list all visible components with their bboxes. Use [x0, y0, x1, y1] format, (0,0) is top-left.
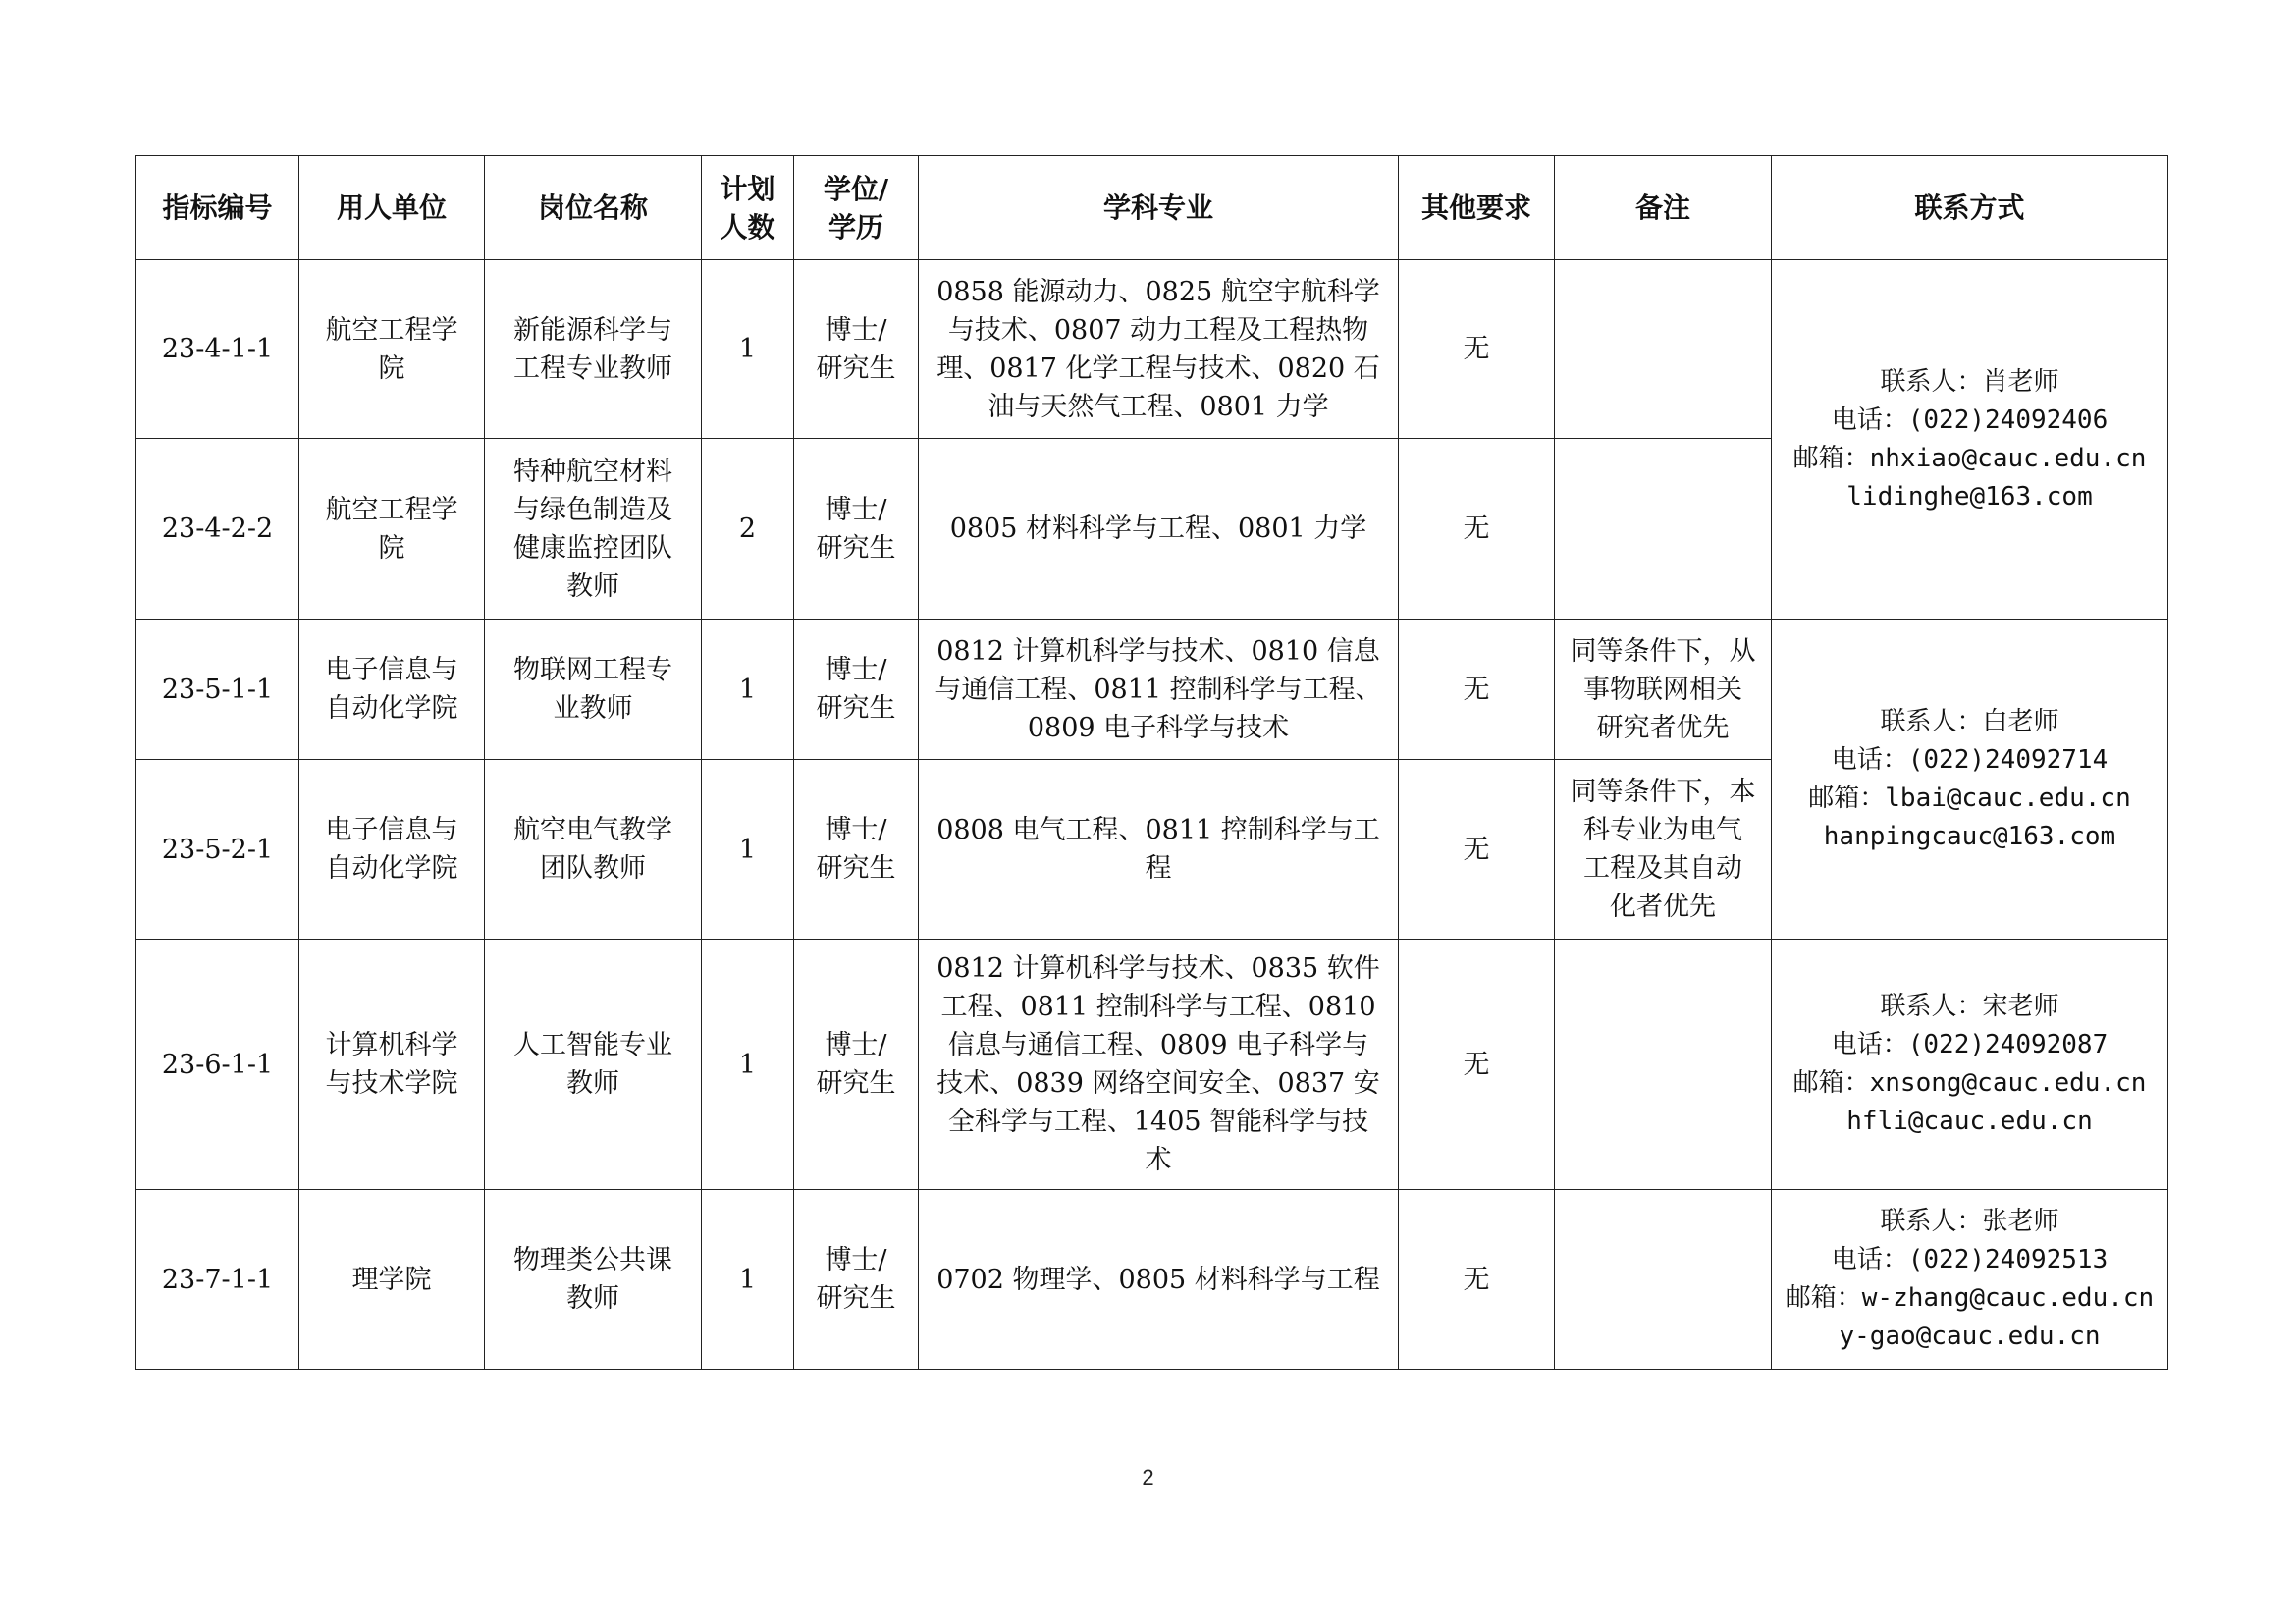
cell-degree: 博士/ 研究生	[794, 940, 919, 1190]
header-count: 计划 人数	[702, 156, 794, 260]
table-row	[136, 260, 2168, 439]
cell-count: 1	[702, 1190, 794, 1370]
cell-id: 23-7-1-1	[136, 1190, 299, 1370]
cell-degree: 博士/ 研究生	[794, 1190, 919, 1370]
header-row	[136, 156, 2168, 260]
cell-post: 物联网工程专 业教师	[485, 620, 702, 760]
cell-degree: 博士/ 研究生	[794, 439, 919, 620]
cell-id: 23-5-1-1	[136, 620, 299, 760]
cell-major: 0812 计算机科学与技术、0810 信息 与通信工程、0811 控制科学与工程、 0809 电子科学与技术	[919, 620, 1399, 760]
cell-id: 23-6-1-1	[136, 940, 299, 1190]
cell-remark: 同等条件下，从 事物联网相关 研究者优先	[1555, 620, 1772, 760]
cell-id: 23-5-2-1	[136, 760, 299, 940]
cell-major: 0858 能源动力、0825 航空宇航科学 与技术、0807 动力工程及工程热物 理、0817 化学工程与技术、0820 石 油与天然气工程、0801 力学	[919, 260, 1399, 439]
cell-count: 1	[702, 620, 794, 760]
header-unit: 用人单位	[299, 156, 485, 260]
cell-other: 无	[1399, 940, 1555, 1190]
table-row	[136, 620, 2168, 760]
cell-count: 1	[702, 760, 794, 940]
header-id: 指标编号	[136, 156, 299, 260]
cell-count: 1	[702, 940, 794, 1190]
cell-remark	[1555, 439, 1772, 620]
cell-id: 23-4-1-1	[136, 260, 299, 439]
cell-major: 0812 计算机科学与技术、0835 软件 工程、0811 控制科学与工程、0810 信息与通信工程、0809 电子科学与 技术、0839 网络空间安全、0837 安 全科学与工程、1405 智能科学与技 术	[919, 940, 1399, 1190]
cell-count: 1	[702, 260, 794, 439]
cell-contact: 联系人：白老师 电话：(022)24092714 邮箱：lbai@cauc.edu.cn hanpingcauc@163.com	[1772, 620, 2168, 940]
cell-post: 航空电气教学 团队教师	[485, 760, 702, 940]
cell-unit: 航空工程学 院	[299, 260, 485, 439]
recruitment-table	[135, 155, 2168, 1370]
cell-degree: 博士/ 研究生	[794, 760, 919, 940]
cell-major: 0808 电气工程、0811 控制科学与工 程	[919, 760, 1399, 940]
cell-remark	[1555, 940, 1772, 1190]
cell-other: 无	[1399, 260, 1555, 439]
header-post: 岗位名称	[485, 156, 702, 260]
cell-post: 特种航空材料 与绿色制造及 健康监控团队 教师	[485, 439, 702, 620]
cell-unit: 理学院	[299, 1190, 485, 1370]
cell-contact: 联系人：宋老师 电话：(022)24092087 邮箱：xnsong@cauc.edu.cn hfli@cauc.edu.cn	[1772, 940, 2168, 1190]
cell-other: 无	[1399, 620, 1555, 760]
cell-count: 2	[702, 439, 794, 620]
page-number: 2	[1142, 1465, 1154, 1489]
cell-post: 人工智能专业 教师	[485, 940, 702, 1190]
cell-unit: 航空工程学 院	[299, 439, 485, 620]
cell-other: 无	[1399, 760, 1555, 940]
cell-contact: 联系人：肖老师 电话：(022)24092406 邮箱：nhxiao@cauc.edu.cn lidinghe@163.com	[1772, 260, 2168, 620]
cell-major: 0805 材料科学与工程、0801 力学	[919, 439, 1399, 620]
cell-other: 无	[1399, 439, 1555, 620]
cell-remark	[1555, 1190, 1772, 1370]
table-row	[136, 940, 2168, 1190]
header-major: 学科专业	[919, 156, 1399, 260]
cell-post: 物理类公共课 教师	[485, 1190, 702, 1370]
header-other: 其他要求	[1399, 156, 1555, 260]
table-row	[136, 1190, 2168, 1370]
cell-contact: 联系人：张老师 电话：(022)24092513 邮箱：w-zhang@cauc.edu.cn y-gao@cauc.edu.cn	[1772, 1190, 2168, 1370]
cell-remark: 同等条件下，本 科专业为电气 工程及其自动 化者优先	[1555, 760, 1772, 940]
cell-major: 0702 物理学、0805 材料科学与工程	[919, 1190, 1399, 1370]
cell-degree: 博士/ 研究生	[794, 620, 919, 760]
cell-unit: 电子信息与 自动化学院	[299, 620, 485, 760]
cell-unit: 电子信息与 自动化学院	[299, 760, 485, 940]
cell-other: 无	[1399, 1190, 1555, 1370]
cell-id: 23-4-2-2	[136, 439, 299, 620]
header-contact: 联系方式	[1772, 156, 2168, 260]
cell-post: 新能源科学与 工程专业教师	[485, 260, 702, 439]
header-degree: 学位/ 学历	[794, 156, 919, 260]
cell-remark	[1555, 260, 1772, 439]
header-remark: 备注	[1555, 156, 1772, 260]
cell-degree: 博士/ 研究生	[794, 260, 919, 439]
cell-unit: 计算机科学 与技术学院	[299, 940, 485, 1190]
